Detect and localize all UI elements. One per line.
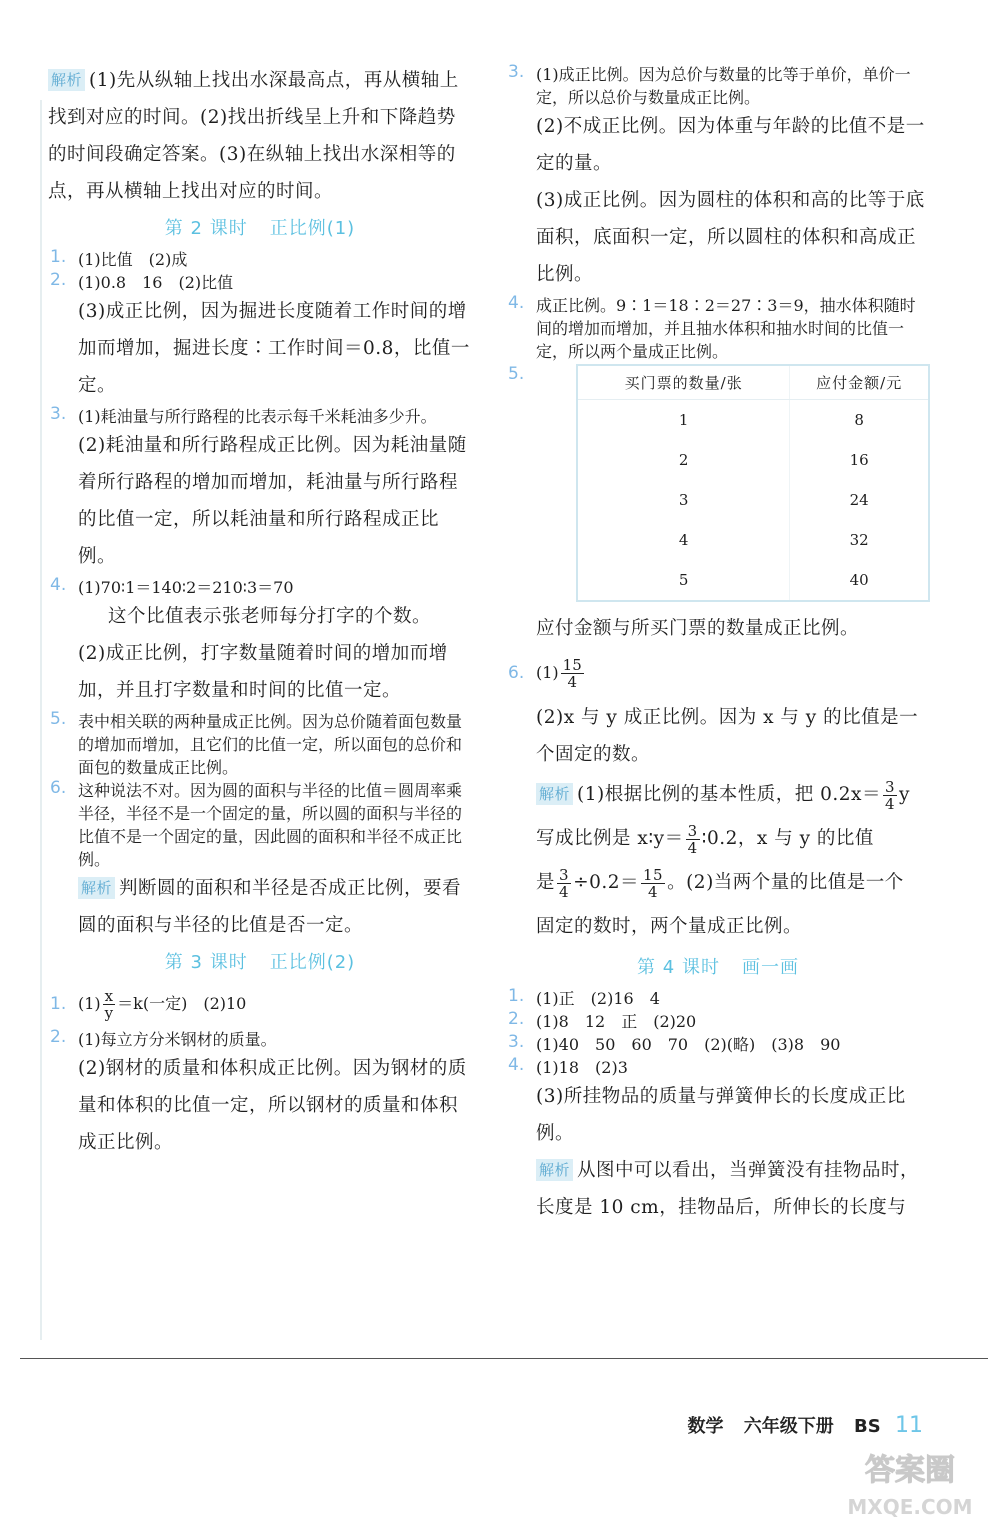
r-question-4: 4. 成正比例。9∶1＝18∶2＝27∶3＝9，抽水体积随时间的增加而增加，并且抽水体积和抽水时间的比值一定，所以两个量成正比例。 bbox=[508, 293, 916, 361]
r-question-3: 3. (1)成正比例。因为总价与数量的比等于单价，单价一定，所以总价与数量成正比例。 bbox=[508, 62, 911, 107]
l2-question-2: 2. (1)0.8 16 (2)比值 bbox=[50, 270, 234, 292]
l2-question-4: 4. (1)70∶1＝140∶2＝210∶3＝70 bbox=[50, 575, 294, 597]
fraction-15-over-4: $\frac{15}{4}$ bbox=[643, 865, 664, 901]
l4-question-4: 4. (1)18 (2)3 bbox=[508, 1055, 628, 1077]
footer-subject: 数学 bbox=[687, 1416, 724, 1437]
l4-question-3: 3. (1)40 50 60 70 (2)(略) (3)8 90 bbox=[508, 1032, 841, 1054]
l3-question-1: 1. (1) $\frac{x}{y}$ ＝k(一定) (2)10 bbox=[50, 987, 247, 1022]
table-cell: 4 bbox=[577, 520, 790, 560]
l2-q2-part3: (3)成正比例，因为掘进长度随着工作时间的增加而增加，掘进长度∶工作时间＝0.8，比值一定。 bbox=[78, 301, 470, 396]
analysis-tag: 解析 bbox=[536, 1159, 573, 1181]
l2-q4-part2: (2)成正比例，打字数量随着时间的增加而增加，并且打字数量和时间的比值一定。 bbox=[78, 643, 448, 701]
table-cell: 16 bbox=[790, 440, 929, 480]
table-row bbox=[577, 400, 929, 441]
fraction-15-over-4: $\frac{15}{4}$ bbox=[562, 656, 582, 691]
table-cell: 24 bbox=[790, 480, 929, 520]
r-q6-part2: (2)x 与 y 成正比例。因为 x 与 y 的比值是一个固定的数。 bbox=[536, 707, 919, 765]
l2-question-1: 1. (1)比值 (2)成 bbox=[50, 247, 188, 269]
table-cell: 1 bbox=[577, 400, 790, 441]
page-footer bbox=[673, 1412, 923, 1438]
table-row bbox=[577, 560, 929, 601]
svg-text:MXQE.COM: MXQE.COM bbox=[847, 1495, 973, 1519]
fraction-x-over-y: $\frac{x}{y}$ bbox=[104, 987, 114, 1022]
fraction-3-over-4: $\frac{3}{4}$ bbox=[884, 777, 896, 813]
table-row bbox=[577, 440, 929, 480]
l4-question-2: 2. (1)8 12 正 (2)20 bbox=[508, 1009, 697, 1031]
analysis-block-3: 解析 (1)根据比例的基本性质，把 0.2x＝ $\frac{3}{4}$ y 写成比例是 x∶y＝ $\frac{3}{4}$ ∶0.2，x 与 y 的比值 是 $\frac{3}{4}$ ÷0.2＝ $\frac{15}{4}$ 。(2)当两个量的比值是一个 固定的数时，两个量成正比例。 bbox=[536, 777, 910, 937]
table-cell: 40 bbox=[790, 560, 929, 601]
table-header-amount: 应付金额/元 bbox=[790, 365, 929, 400]
page-number: 11 bbox=[895, 1413, 923, 1438]
svg-text:答案圈: 答案圈 bbox=[865, 1453, 955, 1488]
analysis-block-2: 解析 判断圆的面积和半径是否成正比例，要看圆的面积与半径的比值是否一定。 bbox=[78, 878, 462, 936]
bottom-rule bbox=[20, 1358, 988, 1359]
footer-edition: BS bbox=[854, 1416, 881, 1437]
l4-q4-part3: (3)所挂物品的质量与弹簧伸长的长度成正比例。 bbox=[536, 1086, 906, 1144]
table-cell: 32 bbox=[790, 520, 929, 560]
analysis-block-1: 解析 (1)先从纵轴上找出水深最高点，再从横轴上找到对应的时间。(2)找出折线呈上升和下降趋势的时间段确定答案。(3)在纵轴上找出水深相等的点，再从横轴上找出对应的时间。 bbox=[48, 70, 459, 202]
table-header-row bbox=[577, 365, 929, 400]
watermark-logo bbox=[845, 1440, 975, 1526]
r-q5-conclusion: 应付金额与所买门票的数量成正比例。 bbox=[536, 618, 860, 639]
l2-question-5: 5. 表中相关联的两种量成正比例。因为总价随着面包数量的增加而增加，且它们的比值一定，所以面包的总价和面包的数量成正比例。 bbox=[50, 709, 463, 777]
r-q3-part2: (2)不成正比例。因为体重与年龄的比值不是一定的量。 bbox=[536, 116, 925, 174]
lesson-4-heading: 第 4 课时 画一画 bbox=[637, 957, 799, 978]
table-cell: 3 bbox=[577, 480, 790, 520]
analysis-tag: 解析 bbox=[536, 783, 573, 805]
table-cell: 5 bbox=[577, 560, 790, 601]
analysis-tag: 解析 bbox=[78, 877, 115, 899]
table-row bbox=[577, 520, 929, 560]
fraction-3-over-4: $\frac{3}{4}$ bbox=[687, 821, 698, 857]
l3-q2-part2: (2)钢材的质量和体积成正比例。因为钢材的质量和体积的比值一定，所以钢材的质量和体积成正比例。 bbox=[78, 1058, 467, 1153]
analysis-block-4: 解析 从图中可以看出，当弹簧没有挂物品时，长度是 10 cm，挂物品后，所伸长的长度与 bbox=[536, 1160, 920, 1218]
lesson-2-heading: 第 2 课时 正比例(1) bbox=[164, 218, 356, 239]
l2-question-6: 6. 这种说法不对。因为圆的面积与半径的比值＝圆周率乘半径，半径不是一个固定的量，所以圆的面积与半径的比值不是一个固定的量，因此圆的面积和半径不成正比例。 bbox=[50, 778, 463, 869]
footer-grade: 六年级下册 bbox=[743, 1416, 834, 1437]
l2-q3-part2: (2)耗油量和所行路程成正比例。因为耗油量随着所行路程的增加而增加，耗油量与所行路程的比值一定，所以耗油量和所行路程成正比例。 bbox=[78, 435, 467, 567]
left-margin-line bbox=[40, 100, 42, 1340]
table-cell: 2 bbox=[577, 440, 790, 480]
l4-question-1: 1. (1)正 (2)16 4 bbox=[508, 986, 660, 1008]
table-cell: 8 bbox=[790, 400, 929, 441]
l2-q4-explain: 这个比值表示张老师每分打字的个数。 bbox=[108, 606, 432, 627]
r-q3-part3: (3)成正比例。因为圆柱的体积和高的比等于底面积，底面积一定，所以圆柱的体积和高成正比例。 bbox=[536, 190, 925, 285]
r-question-6: 6. (1) $\frac{15}{4}$ bbox=[508, 656, 582, 691]
ticket-table bbox=[576, 364, 930, 602]
analysis-tag: 解析 bbox=[48, 69, 85, 91]
right-column bbox=[506, 62, 930, 1226]
table-header-quantity: 买门票的数量/张 bbox=[577, 365, 790, 400]
lesson-3-heading: 第 3 课时 正比例(2) bbox=[164, 952, 356, 973]
fraction-3-over-4: $\frac{3}{4}$ bbox=[559, 865, 570, 901]
left-column bbox=[48, 62, 472, 1161]
l2-question-3: 3. (1)耗油量与所行路程的比表示每千米耗油多少升。 bbox=[50, 404, 437, 426]
r-question-5: 5. 买门票的数量/张 应付金额/元 1 8 2 16 3 24 4 32 5 40 bbox=[506, 364, 930, 602]
l3-question-2: 2. (1)每立方分米钢材的质量。 bbox=[50, 1027, 277, 1049]
table-row bbox=[577, 480, 929, 520]
